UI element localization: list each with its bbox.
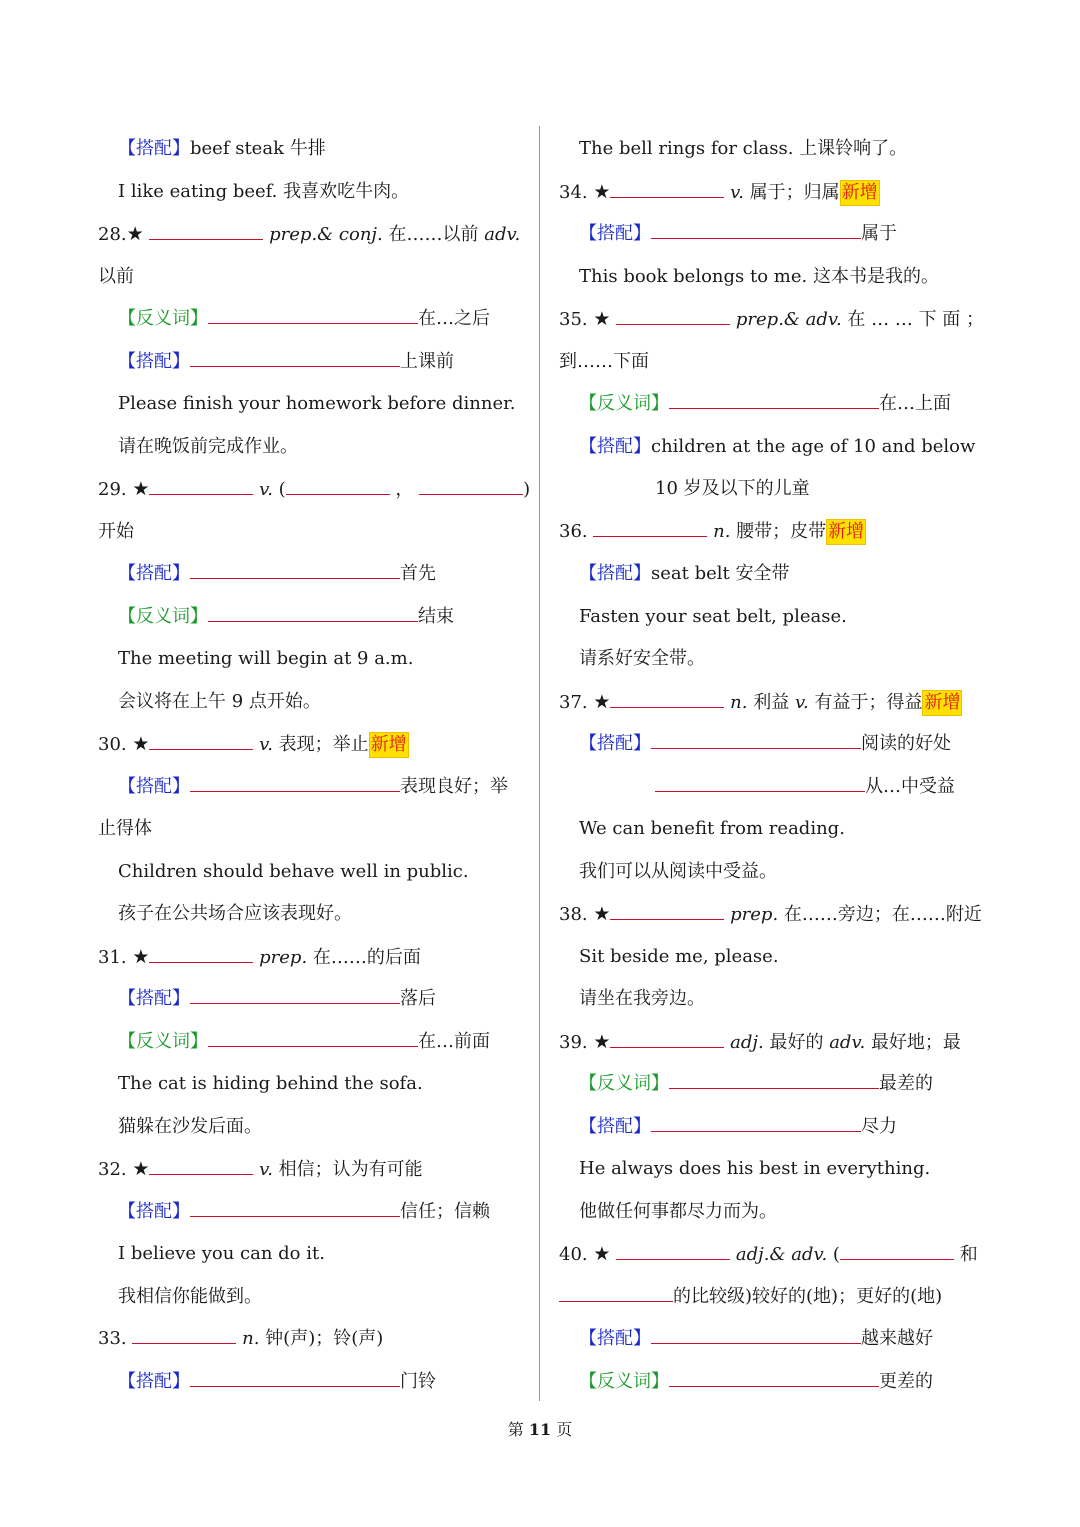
collocation-tag: 【搭配】 [118,1200,190,1222]
collocation-tag: 【搭配】 [118,563,190,584]
example-sentence: Fasten your seat belt, please. [579,605,847,627]
answer-blank[interactable] [610,693,724,708]
entry-40-continued: 的比较级)较好的(地)；更好的(地) [559,1276,983,1319]
answer-blank[interactable] [208,1032,418,1047]
collocation-continued: 止得体 [98,818,152,839]
entry-34: 34. ★ v. 属于；归属 新增 [559,171,983,214]
answer-blank[interactable] [655,777,865,792]
antonym-tag: 【反义词】 [579,1370,669,1392]
collocation-line: 【搭配】beef steak 牛排 [118,138,326,159]
star-icon: ★ [126,223,144,245]
answer-blank[interactable] [190,1372,400,1387]
star-icon: ★ [593,180,611,203]
answer-blank[interactable] [208,309,418,324]
example-translation: 我们可以从阅读中受益。 [579,860,777,882]
answer-blank[interactable] [651,1329,861,1344]
answer-blank[interactable] [610,183,724,198]
example-sentence: He always does his best in everything. [579,1158,931,1179]
antonym-tag: 【反义词】 [118,1030,208,1052]
example-translation: 请坐在我旁边。 [579,988,705,1009]
entry-35: 35. ★ prep.& adv. 在 … … 下 面 ； [559,308,985,330]
star-icon: ★ [593,1030,611,1053]
entry-32: 32. ★ v. 相信；认为有可能 [98,1158,423,1180]
collocation-line: 【搭配】 门铃 [118,1370,436,1392]
answer-blank[interactable] [190,564,400,579]
new-badge: 新增 [369,732,409,758]
example-sentence: Please finish your homework before dinner. [118,393,516,414]
antonym-tag: 【反义词】 [579,393,669,414]
antonym-tag: 【反义词】 [118,308,208,329]
antonym-line: 【反义词】 在…之后 [118,308,490,329]
collocation-translation: 10 岁及以下的儿童 [655,478,810,499]
collocation-line: 【搭配】 越来越好 [579,1328,933,1349]
star-icon: ★ [593,1243,611,1265]
left-column [98,128,531,1403]
entry-36: 36. n. 腰带；皮带 新增 [559,511,983,554]
example-translation: 我相信你能做到。 [118,1285,262,1307]
answer-blank[interactable] [132,1329,236,1344]
example-translation: 请系好安全带。 [579,648,705,669]
answer-blank[interactable] [559,1287,673,1302]
example-translation: 他做任何事都尽力而为。 [579,1200,777,1222]
answer-blank[interactable] [616,1245,730,1260]
example-sentence: The cat is hiding behind the sofa. [118,1073,423,1094]
collocation-line: 【搭配】 表现良好；举 [118,775,508,797]
antonym-line: 【反义词】 更差的 [579,1370,933,1392]
example-sentence: We can benefit from reading. [579,818,845,839]
answer-blank[interactable] [651,224,861,239]
collocation-tag: 【搭配】 [118,988,190,1009]
example-sentence: This book belongs to me. 这本书是我的。 [579,265,939,287]
collocation-line: 【搭配】seat belt 安全带 [579,563,790,584]
collocation-line: 【搭配】 属于 [579,223,897,244]
collocation-tag: 【搭配】 [118,775,190,797]
entry-38: 38. ★ prep. 在……旁边；在……附近 [559,903,982,925]
answer-blank[interactable] [593,522,707,537]
entry-30: 30. ★ v. 表现；举止 新增 [98,723,522,766]
answer-blank[interactable] [149,225,263,240]
answer-blank[interactable] [190,777,400,792]
collocation-line: 【搭配】 上课前 [118,350,454,372]
answer-blank[interactable] [286,480,390,495]
answer-blank[interactable] [669,394,879,409]
answer-blank[interactable] [669,1074,879,1089]
entry-33: 33. n. 钟(声)；铃(声) [98,1328,384,1349]
collocation-line: 【搭配】children at the age of 10 and below [579,435,976,457]
star-icon: ★ [132,733,150,755]
example-sentence: Sit beside me, please. [579,945,779,967]
star-icon: ★ [593,308,611,330]
example-translation: 猫躲在沙发后面。 [118,1115,262,1137]
example-sentence: The bell rings for class. 上课铃响了。 [579,138,908,159]
example-sentence: Children should behave well in public. [118,860,469,882]
collocation-line: 【搭配】 尽力 [579,1115,897,1137]
entry-29-continued: 开始 [98,520,134,542]
answer-blank[interactable] [190,352,400,367]
page-number: 第 11 页 [507,1420,573,1439]
answer-blank[interactable] [669,1372,879,1387]
new-badge: 新增 [826,519,866,545]
collocation-line: 【搭配】 阅读的好处 [579,733,951,754]
answer-blank[interactable] [149,735,253,750]
collocation-tag: 【搭配】 [579,733,651,754]
answer-blank[interactable] [651,734,861,749]
answer-blank[interactable] [149,480,253,495]
answer-blank[interactable] [149,1160,253,1175]
new-badge: 新增 [840,180,880,206]
answer-blank[interactable] [208,607,418,622]
antonym-line: 【反义词】 在…前面 [118,1030,490,1052]
collocation-line: 【搭配】 信任；信赖 [118,1200,490,1222]
answer-blank[interactable] [610,1033,724,1048]
answer-blank[interactable] [610,905,724,920]
collocation-tag: 【搭配】 [579,435,651,457]
example-translation: 请在晚饭前完成作业。 [118,435,298,457]
entry-35-continued: 到……下面 [559,350,649,372]
answer-blank[interactable] [190,989,400,1004]
entry-28-continued: 以前 [98,265,134,287]
answer-blank[interactable] [651,1117,861,1132]
collocation-line: 【搭配】 落后 [118,988,436,1009]
entry-29: 29. ★ v. ( ， ) [98,478,531,500]
example-sentence: I like eating beef. 我喜欢吃牛肉。 [118,180,410,202]
example-sentence: I believe you can do it. [118,1243,325,1264]
star-icon: ★ [593,690,611,713]
collocation-tag: 【搭配】 [579,563,651,584]
star-icon: ★ [593,903,611,925]
answer-blank[interactable] [149,948,253,963]
entry-39: 39. ★ adj. 最好的 adv. 最好地；最 [559,1030,961,1053]
star-icon: ★ [132,945,150,968]
example-sentence: The meeting will begin at 9 a.m. [118,648,414,669]
antonym-line: 【反义词】 最差的 [579,1073,933,1094]
new-badge: 新增 [922,690,962,716]
collocation-line: 【搭配】 首先 [118,563,436,584]
antonym-line: 【反义词】 在…上面 [579,393,951,414]
entry-37: 37. ★ n. 利益 v. 有益于；得益 新增 [559,681,983,724]
collocation-tag: 【搭配】 [118,1370,190,1392]
star-icon: ★ [132,1158,150,1180]
entry-31: 31. ★ prep. 在……的后面 [98,945,421,968]
collocation-line-2: 从…中受益 [559,766,983,809]
collocation-tag: 【搭配】 [579,1115,651,1137]
column-divider [539,126,540,1401]
collocation-tag: 【搭配】 [579,1328,651,1349]
entry-28: 28.★ prep.& conj. 在……以前 adv. [98,223,521,245]
star-icon: ★ [132,478,150,500]
collocation-tag: 【搭配】 [579,223,651,244]
answer-blank[interactable] [190,1202,400,1217]
antonym-line: 【反义词】 结束 [118,605,454,627]
antonym-tag: 【反义词】 [118,605,208,627]
collocation-tag: 【搭配】 [118,350,190,372]
answer-blank[interactable] [419,480,523,495]
example-translation: 会议将在上午 9 点开始。 [118,690,321,712]
entry-40: 40. ★ adj.& adv. ( 和 [559,1243,978,1265]
answer-blank[interactable] [840,1245,954,1260]
example-translation: 孩子在公共场合应该表现好。 [118,903,352,924]
answer-blank[interactable] [616,310,730,325]
right-column [559,128,983,1403]
collocation-tag: 【搭配】 [118,138,190,159]
antonym-tag: 【反义词】 [579,1073,669,1094]
